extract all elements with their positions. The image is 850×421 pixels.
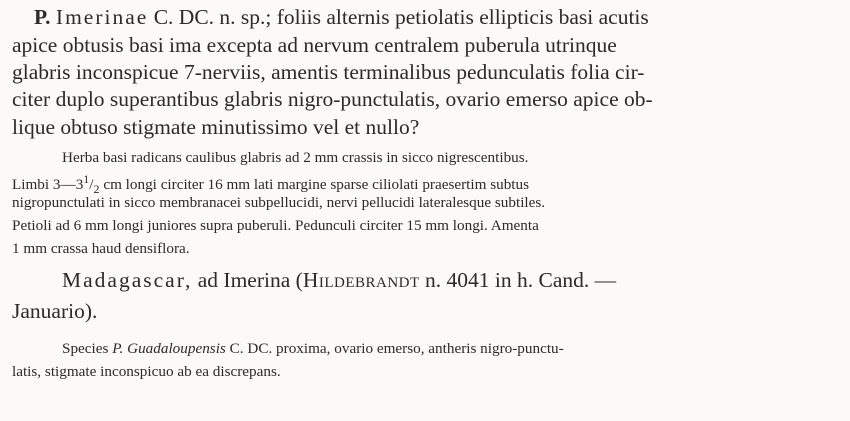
- fraction-numerator: 1: [83, 172, 90, 186]
- diagnosis-line-5: lique obtuso stigmate minutissimo vel et nullo?: [12, 115, 420, 139]
- fraction-denominator: 2: [93, 182, 100, 197]
- diagnosis-line-2: apice obtusis basi ima excepta ad nervum centralem puberula utrinque: [12, 33, 617, 57]
- note-text-rest: C. DC. proxima, ovario emerso, antheris nigro-punctu-: [225, 340, 564, 357]
- locality-line-2: Januario).: [12, 299, 98, 323]
- description-limbi-rest: cm longi circiter 16 mm lati margine sparse ciliolati praesertim subtus: [99, 176, 530, 194]
- genus-abbr: P.: [34, 5, 51, 29]
- note-line-1: [62, 338, 564, 359]
- locality-line-1: [62, 267, 616, 293]
- description-line-5: 1 mm crassa haud densiflora.: [12, 240, 190, 257]
- diagnosis-line-1: [34, 4, 649, 30]
- species-name: Imerinae: [55, 5, 149, 29]
- diagnosis-line-4: citer duplo superantibus glabris nigro-punctulatis, ovario emerso apice ob-: [12, 87, 653, 111]
- description-line-1: Herba basi radicans caulibus glabris ad 2 mm crassis in sicco nigrescentibus.: [62, 149, 529, 166]
- description-limbi: Limbi 3—3: [12, 176, 84, 194]
- note-line-2: latis, stigmate inconspicuo ab ea discrepans.: [12, 363, 281, 380]
- note-taxon: P. Guadaloupensis: [112, 340, 226, 357]
- note-text: Species: [62, 340, 113, 357]
- species-author: C. DC. n. sp.;: [153, 5, 272, 29]
- diagnosis-text: foliis alternis petiolatis ellipticis basi acutis: [276, 5, 649, 29]
- diagnosis-line-3: glabris inconspicue 7-nerviis, amentis terminalibus pedunculatis folia cir-: [12, 60, 645, 84]
- locality-place: Madagascar,: [62, 268, 193, 292]
- description-line-2: Limbi $3—3^1/_2$ cm longi circiter 16 mm lati margine sparse ciliolati praesertim subtus: [12, 172, 530, 197]
- collector-name: Hildebrandt: [302, 268, 420, 292]
- description-line-3: nigropunctulati in sicco membranacei subpellucidi, nervi pellucidi lateralesque subtiles.: [12, 194, 546, 211]
- description-line-4: Petioli ad 6 mm longi juniores supra puberuli. Pedunculi circiter 15 mm longi. Amenta: [12, 217, 539, 234]
- locality-text: ad Imerina (: [197, 268, 303, 292]
- locality-specimen: n. 4041 in h. Cand. —: [419, 268, 617, 292]
